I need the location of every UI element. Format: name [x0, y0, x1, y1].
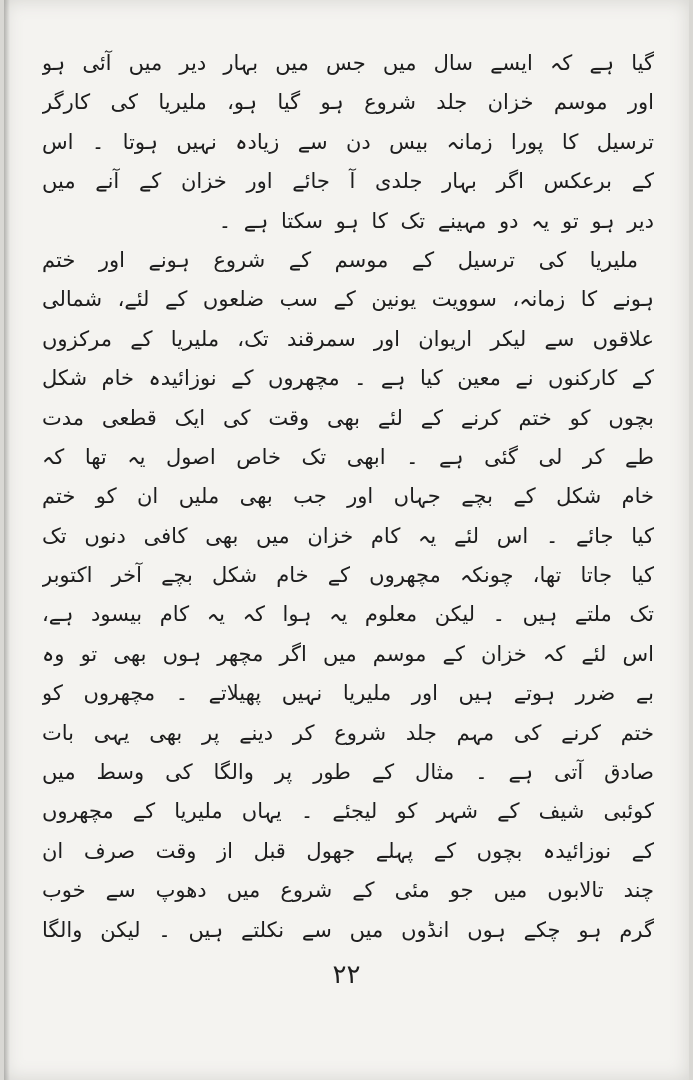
page-gutter-shadow — [4, 0, 10, 1080]
text-line: ترسیل کا پورا زمانہ بیس دن سے زیادہ نہیں ہوتا ۔ اس — [42, 129, 654, 154]
paragraph-first-line: ملیریا کی ترسیل کے موسم کے شروع ہونے اور ختم — [42, 247, 638, 272]
text-line: گرم ہو چکے ہوں انڈوں میں سے نکلتے ہیں ۔ لیکن والگا — [42, 917, 654, 942]
text-line: ہونے کا زمانہ، سوویت یونین کے سب ضلعوں کے لئے، شمالی — [42, 287, 654, 312]
text-line: کے برعکس اگر بہار جلدی آ جائے اور خزان کے آنے میں — [42, 169, 654, 194]
text-line: کے نوزائیدہ بچوں کے پہلے جھول قبل از وقت صرف ان — [42, 838, 654, 863]
text-line: گیا ہے کہ ایسے سال میں جس میں بہار دیر میں آئی ہو — [42, 51, 654, 75]
text-line: کیا جائے ۔ اس لئے یہ کام خزان میں بھی کافی دنوں تک — [42, 523, 654, 548]
text-line: کیا جاتا تھا، چونکہ مچھروں کے خام شکل بچے آخر اکتوبر — [42, 563, 654, 588]
text-line: کوئبی شیف کے شہر کو لیجئے ۔ یہاں ملیریا کے مچھروں — [42, 799, 654, 824]
text-line: بچوں کو ختم کرنے کے لئے بھی وقت کی ایک قطعی مدت — [42, 405, 654, 430]
body-text — [42, 44, 654, 950]
text-line: ختم کرنے کی مہم جلد شروع کر دینے پر بھی یہی بات — [42, 720, 654, 745]
book-page — [4, 0, 689, 1080]
text-line: طے کر لی گئی ہے ۔ ابھی تک خاص اصول یہ تھا کہ — [42, 444, 654, 469]
page-number: ٢٢ — [332, 960, 361, 990]
text-line: دیر ہو تو یہ دو مہینے تک کا ہو سکتا ہے ۔ — [218, 208, 654, 233]
text-line: بے ضرر ہوتے ہیں اور ملیریا نہیں پھیلاتے ۔ مچھروں کو — [42, 681, 654, 706]
text-line: اور موسم خزان جلد شروع ہو گیا ہو، ملیریا کی کارگر — [42, 90, 654, 115]
text-line: خام شکل کے بچے جہاں اور جب بھی ملیں ان کو ختم — [42, 484, 654, 509]
text-line: اس لئے کہ خزان کے موسم میں اگر مچھر ہوں بھی تو وہ — [42, 641, 654, 666]
text-line: علاقوں سے لیکر اریوان اور سمرقند تک، ملیریا کے مرکزوں — [42, 326, 654, 351]
text-line: تک ملتے ہیں ۔ لیکن معلوم یہ ہوا کہ یہ کام بیسود ہے، — [42, 602, 654, 627]
text-line: کے کارکنوں نے معین کیا ہے ۔ مچھروں کے نوزائیدہ خام شکل — [42, 366, 654, 391]
text-line: چند تالابوں میں جو مئی کے شروع میں دھوپ سے خوب — [42, 878, 654, 903]
text-line: صادق آتی ہے ۔ مثال کے طور پر والگا کی وسط میں — [42, 760, 654, 785]
